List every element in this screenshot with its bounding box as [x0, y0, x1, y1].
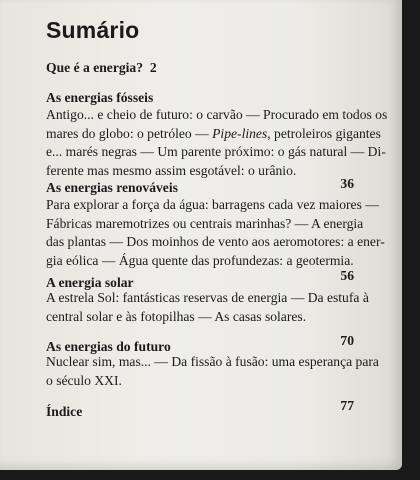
toc-entry-index-page: 77: [340, 398, 354, 413]
section-heading-renovaveis: As energias renováveis: [46, 180, 178, 195]
section-page-futuro: 70: [340, 333, 354, 348]
section-heading-solar: A energia solar: [46, 275, 134, 290]
section-line: das plantas — Dos moinhos de vento aos aeromotores: a ener-: [46, 234, 385, 250]
toc-entry-intro: [46, 60, 157, 76]
line-segment: mares do globo: o petróleo —: [46, 125, 213, 141]
section-heading-futuro: As energias do futuro: [46, 339, 171, 354]
section-line: Para explorar a força da água: barragens cada vez maiores —: [46, 197, 379, 212]
section-line: Nuclear sim, mas... — Da fissão à fusão: uma esperança para: [46, 354, 379, 369]
section-page-renovaveis: 36: [340, 176, 354, 191]
section-page-solar: 56: [340, 268, 354, 283]
section-line: e... marés negras — Um parente próximo: o gás natural — Di-: [46, 144, 386, 160]
section-heading-fosseis: As energias fósseis: [46, 90, 154, 105]
section-line: o século XXI.: [46, 372, 122, 388]
section-line: A estrela Sol: fantásticas reservas de energia — Da estufa à: [46, 290, 369, 305]
section-line: Antigo... e cheio de futuro: o carvão — Procurado em todos os: [46, 107, 388, 122]
line-segment: , petroleiros gigantes: [267, 125, 381, 141]
section-body-fosseis: [46, 106, 388, 180]
toc-entry-intro-page: 2: [149, 60, 157, 75]
section-line: Fábricas maremotrizes ou centrais marinhas? — A energia: [46, 215, 364, 231]
line-italic-segment: Pipe-lines: [212, 125, 268, 141]
page-title: Sumário: [46, 17, 140, 43]
section-line: central solar e às fotopilhas — As casas solares.: [46, 308, 307, 324]
section-line-mixed: [46, 125, 381, 144]
section-body-renovaveis: [46, 196, 385, 270]
toc-entry-index: Índice: [46, 404, 83, 419]
section-line: ferente mas mesmo assim esgotável: o urânio.: [46, 162, 297, 178]
toc-entry-intro-label: Que é a energia?: [46, 60, 144, 75]
section-line: gia eólica — Água quente das profundezas: a geotermia.: [46, 252, 354, 268]
section-body-solar: [46, 289, 369, 326]
section-body-futuro: [46, 353, 379, 390]
